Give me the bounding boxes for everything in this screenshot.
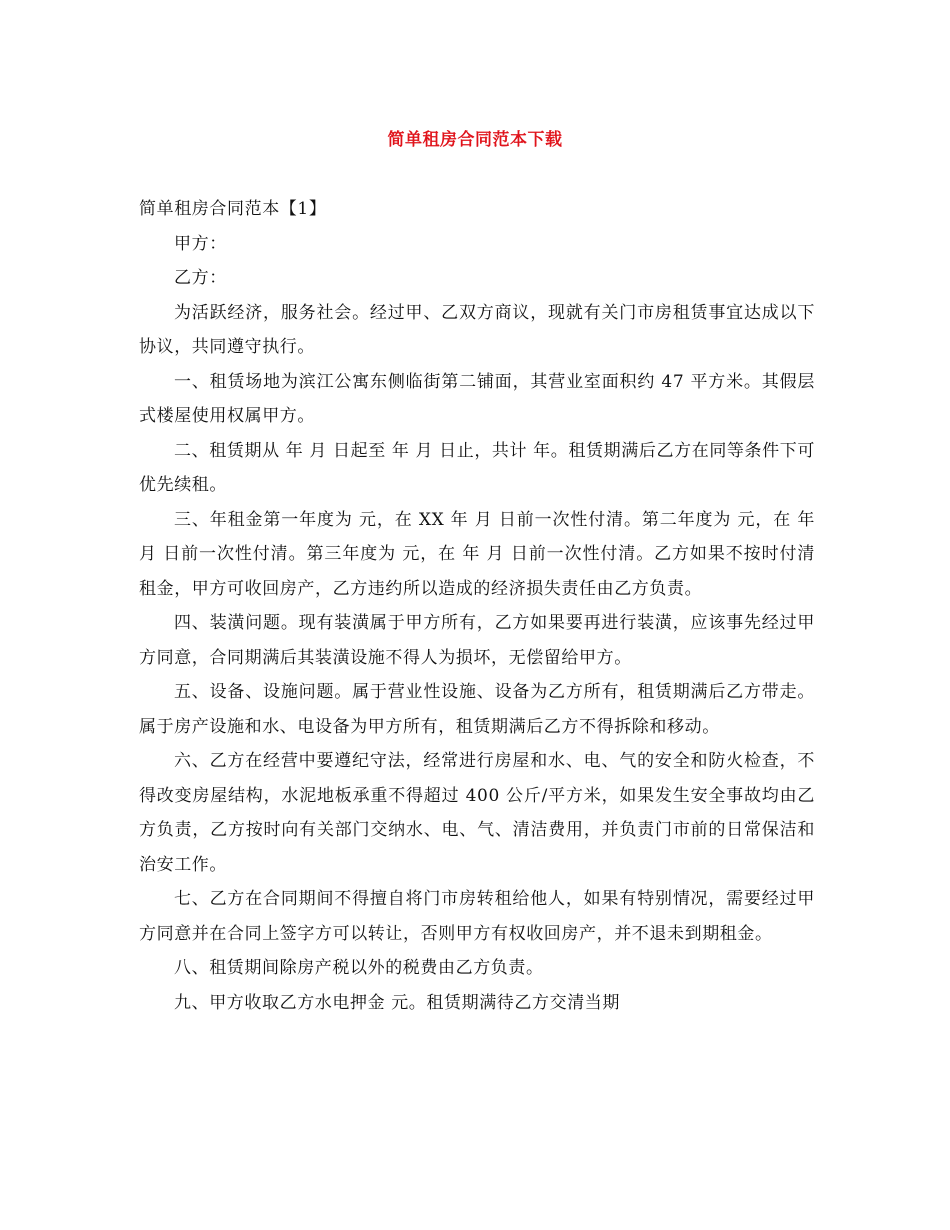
clause-7: 七、乙方在合同期间不得擅自将门市房转租给他人，如果有特别情况，需要经过甲方同意并在合同上签字方可以转让，否则甲方有权收回房产，并不退未到期租金。 <box>139 889 815 944</box>
clause-5: 五、设备、设施问题。属于营业性设施、设备为乙方所有，租赁期满后乙方带走。属于房产设施和水、电设备为甲方所有，租赁期满后乙方不得拆除和移动。 <box>139 682 815 737</box>
party-a-line: 甲方： <box>174 233 227 254</box>
clause-3: 三、年租金第一年度为 元，在 XX 年 月 日前一次性付清。第二年度为 元，在 年 月 日前一次性付清。第三年度为 元，在 年 月 日前一次性付清。乙方如果不按时付清租金，甲方可收回房产，乙方违约所以造成的经济损失责任由乙方负责。 <box>139 509 815 599</box>
preamble-paragraph: 为活跃经济，服务社会。经过甲、乙双方商议，现就有关门市房租赁事宜达成以下协议，共同遵守执行。 <box>139 302 815 357</box>
document-title: 简单租房合同范本下载 <box>387 130 563 150</box>
clause-2: 二、租赁期从 年 月 日起至 年 月 日止，共计 年。租赁期满后乙方在同等条件下可优先续租。 <box>139 440 815 495</box>
document-body <box>139 192 815 1020</box>
clause-1: 一、租赁场地为滨江公寓东侧临街第二铺面，其营业室面积约 47 平方米。其假层式楼屋使用权属甲方。 <box>139 371 815 426</box>
clause-4: 四、装潢问题。现有装潢属于甲方所有，乙方如果要再进行装潢，应该事先经过甲方同意，合同期满后其装潢设施不得人为损坏，无偿留给甲方。 <box>139 613 815 668</box>
clause-8: 八、租赁期间除房产税以外的税费由乙方负责。 <box>174 958 544 978</box>
contract-heading: 简单租房合同范本【1】 <box>139 199 327 219</box>
clause-9: 九、甲方收取乙方水电押金 元。租赁期满待乙方交清当期 <box>174 992 621 1013</box>
party-b-line: 乙方： <box>174 268 227 288</box>
clause-6: 六、乙方在经营中要遵纪守法，经常进行房屋和水、电、气的安全和防火检查，不得改变房屋结构，水泥地板承重不得超过 400 公斤/平方米，如果发生安全事故均由乙方负责，乙方按时向有关部门交纳水、电、气、清洁费用，并负责门市前的日常保洁和治安工作。 <box>139 751 815 875</box>
